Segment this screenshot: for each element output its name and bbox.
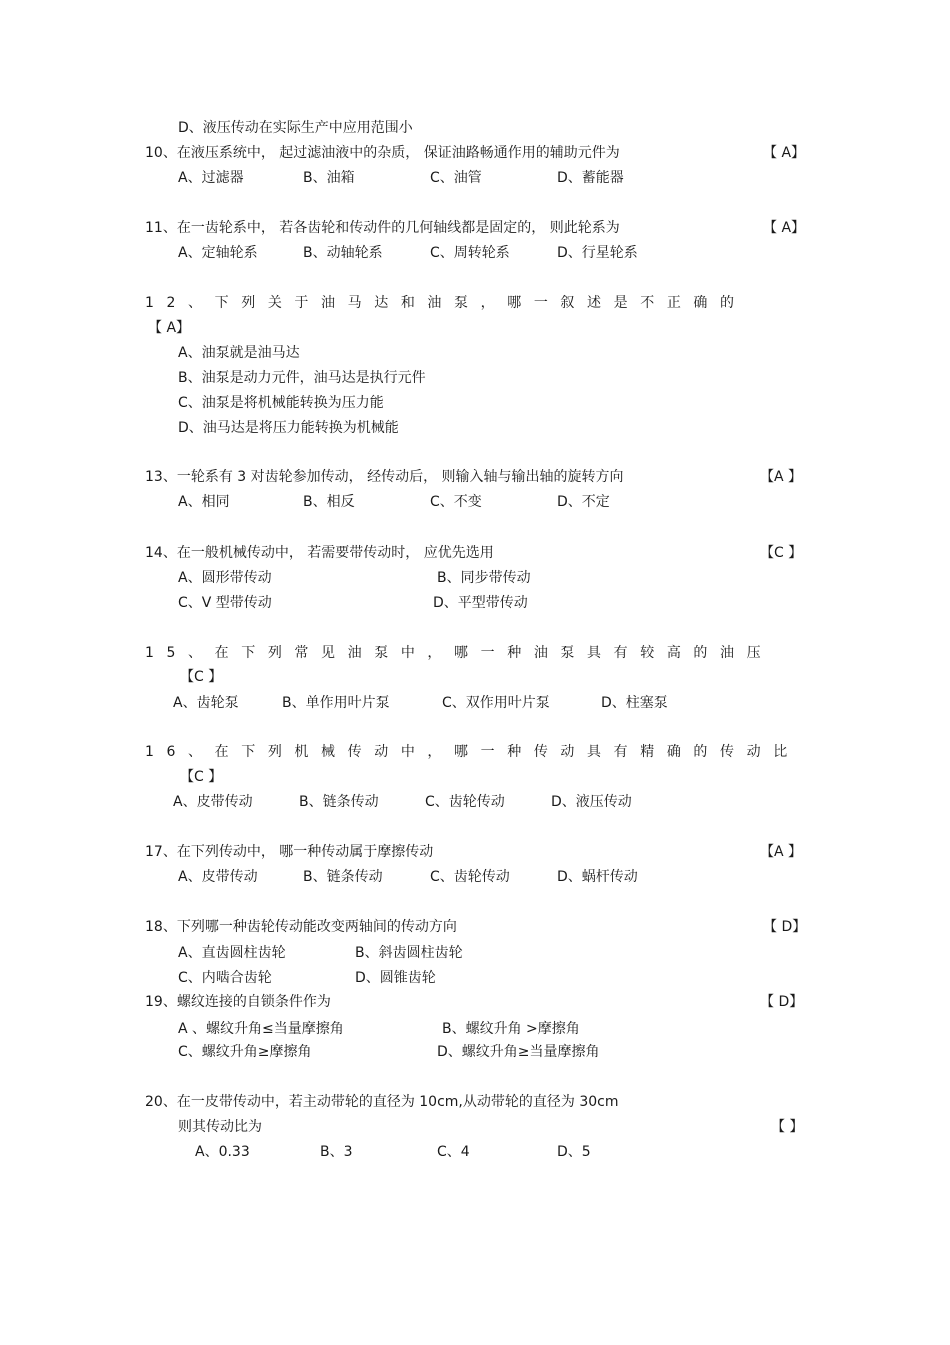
answer-bracket: 【 A】 (763, 145, 806, 161)
option-b: B、链条传动 (303, 869, 383, 885)
option-c: C、周转轮系 (430, 245, 510, 261)
option-c: C、不变 (430, 494, 482, 510)
question-stem: 15、在下列常见油泵中，哪一种油泵具有较高的油压 (145, 645, 774, 661)
question-stem: 11、在一齿轮系中， 若各齿轮和传动件的几何轴线都是固定的， 则此轮系为 (145, 220, 620, 236)
option-b: B、相反 (303, 494, 355, 510)
option-c: C、V 型带传动 (178, 595, 272, 611)
question-stem: 19、螺纹连接的自锁条件作为 (145, 994, 331, 1010)
option-b: B、单作用叶片泵 (282, 695, 390, 711)
option-b: B、油泵是动力元件，油马达是执行元件 (178, 370, 426, 386)
answer-bracket: 【 】 (771, 1119, 804, 1135)
option-a: A、皮带传动 (173, 794, 253, 810)
option-b: B、3 (320, 1144, 353, 1160)
option-b: B、链条传动 (299, 794, 379, 810)
option-d: D、圆锥齿轮 (355, 970, 436, 986)
option-d: D、行星轮系 (557, 245, 638, 261)
q9-option-d: D、液压传动在实际生产中应用范围小 (178, 120, 413, 136)
answer-bracket: 【 D】 (763, 919, 807, 935)
option-d: D、柱塞泵 (601, 695, 668, 711)
question-stem: 13、一轮系有 3 对齿轮参加传动， 经传动后， 则输入轴与输出轴的旋转方向 (145, 469, 624, 485)
option-c: C、螺纹升角≥摩擦角 (178, 1044, 312, 1060)
option-a: A、齿轮泵 (173, 695, 239, 711)
option-c: C、油管 (430, 170, 482, 186)
option-c: C、油泵是将机械能转换为压力能 (178, 395, 384, 411)
answer-bracket: 【 A】 (763, 220, 806, 236)
option-b: B、斜齿圆柱齿轮 (355, 945, 463, 961)
answer-bracket: 【A 】 (760, 469, 803, 485)
option-c: C、内啮合齿轮 (178, 970, 272, 986)
option-b: B、动轴轮系 (303, 245, 383, 261)
option-c: C、双作用叶片泵 (442, 695, 550, 711)
option-b: B、油箱 (303, 170, 355, 186)
question-stem: 18、下列哪一种齿轮传动能改变两轴间的传动方向 (145, 919, 457, 935)
question-stem: 17、在下列传动中， 哪一种传动属于摩擦传动 (145, 844, 434, 860)
option-a: A、皮带传动 (178, 869, 258, 885)
option-c: C、4 (437, 1144, 470, 1160)
option-d: D、5 (557, 1144, 591, 1160)
question-stem: 20、在一皮带传动中，若主动带轮的直径为 10cm,从动带轮的直径为 30cm (145, 1094, 619, 1110)
option-a: A、定轴轮系 (178, 245, 258, 261)
option-d: D、油马达是将压力能转换为机械能 (178, 420, 399, 436)
option-a: A、0.33 (195, 1144, 250, 1160)
option-d: D、蜗杆传动 (557, 869, 638, 885)
option-a: A、直齿圆柱齿轮 (178, 945, 286, 961)
option-c: C、齿轮传动 (430, 869, 510, 885)
answer-bracket: 【C 】 (180, 669, 223, 685)
answer-bracket: 【C 】 (760, 545, 803, 561)
question-stem-continued: 则其传动比为 (178, 1119, 262, 1135)
option-a: A、圆形带传动 (178, 570, 272, 586)
option-a: A、过滤器 (178, 170, 244, 186)
question-stem: 14、在一般机械传动中， 若需要带传动时， 应优先选用 (145, 545, 494, 561)
option-a: A、相同 (178, 494, 230, 510)
option-d: D、不定 (557, 494, 610, 510)
option-b: B、螺纹升角 >摩擦角 (442, 1021, 580, 1037)
answer-bracket: 【A 】 (760, 844, 803, 860)
option-b: B、同步带传动 (437, 570, 531, 586)
option-d: D、螺纹升角≥当量摩擦角 (437, 1044, 600, 1060)
option-d: D、蓄能器 (557, 170, 624, 186)
option-a: A、油泵就是油马达 (178, 345, 300, 361)
option-a: A 、螺纹升角≤当量摩擦角 (178, 1021, 344, 1037)
answer-bracket: 【 D】 (760, 994, 804, 1010)
answer-bracket: 【C 】 (180, 769, 223, 785)
option-c: C、齿轮传动 (425, 794, 505, 810)
answer-bracket: 【 A】 (148, 320, 191, 336)
question-stem: 10、在液压系统中， 起过滤油液中的杂质， 保证油路畅通作用的辅助元件为 (145, 145, 620, 161)
question-stem: 16、在下列机械传动中，哪一种传动具有精确的传动比 (145, 744, 800, 760)
option-d: D、液压传动 (551, 794, 632, 810)
question-stem: 12、下列关于油马达和油泵，哪一叙述是不正确的 (145, 295, 747, 311)
option-d: D、平型带传动 (433, 595, 528, 611)
